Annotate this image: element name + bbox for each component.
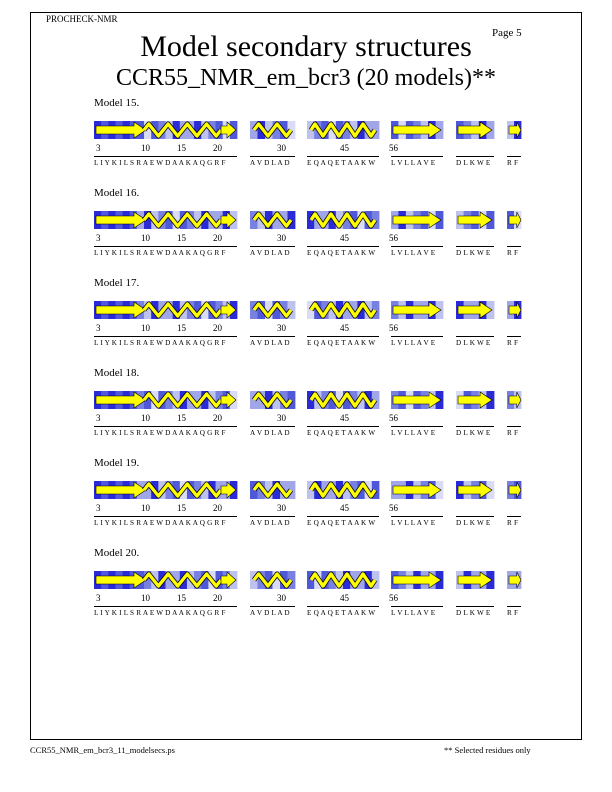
sequence-text: L V L L A V E bbox=[391, 519, 436, 527]
sequence-rule bbox=[94, 426, 237, 427]
residue-number: 20 bbox=[213, 143, 222, 153]
residue-number: 45 bbox=[340, 503, 349, 513]
sequence-text: A V D L A D bbox=[250, 519, 290, 527]
model-label: Model 19. bbox=[94, 457, 140, 469]
footer-filename: CCR55_NMR_em_bcr3_11_modelsecs.ps bbox=[30, 745, 175, 755]
sequence-rule bbox=[391, 246, 443, 247]
sequence-rule bbox=[307, 426, 379, 427]
residue-number: 3 bbox=[96, 323, 101, 333]
residue-number: 56 bbox=[389, 143, 398, 153]
residue-number: 30 bbox=[277, 593, 286, 603]
sequence-rule bbox=[307, 156, 379, 157]
residue-number: 56 bbox=[389, 323, 398, 333]
sequence-text: E Q A Q E T A A K W bbox=[307, 339, 376, 347]
page-number: Page 5 bbox=[492, 27, 522, 39]
residue-number: 20 bbox=[213, 593, 222, 603]
residue-number: 30 bbox=[277, 413, 286, 423]
residue-number: 56 bbox=[389, 503, 398, 513]
residue-number: 30 bbox=[277, 323, 286, 333]
sequence-text: D L K W E bbox=[456, 519, 491, 527]
residue-number: 45 bbox=[340, 593, 349, 603]
secondary-structure-strip bbox=[0, 389, 612, 413]
sequence-text: A V D L A D bbox=[250, 339, 290, 347]
sequence-rule bbox=[391, 336, 443, 337]
model-label: Model 18. bbox=[94, 367, 140, 379]
residue-number: 10 bbox=[141, 413, 150, 423]
residue-number: 3 bbox=[96, 233, 101, 243]
sequence-rule bbox=[456, 156, 494, 157]
residue-number: 56 bbox=[389, 593, 398, 603]
sequence-text: E Q A Q E T A A K W bbox=[307, 429, 376, 437]
secondary-structure-strip bbox=[0, 209, 612, 233]
program-name: PROCHECK-NMR bbox=[46, 14, 118, 24]
sequence-rule bbox=[94, 336, 237, 337]
sequence-rule bbox=[391, 426, 443, 427]
sequence-text: L V L L A V E bbox=[391, 159, 436, 167]
sequence-text: E Q A Q E T A A K W bbox=[307, 159, 376, 167]
residue-number: 56 bbox=[389, 413, 398, 423]
residue-number: 10 bbox=[141, 503, 150, 513]
sequence-rule bbox=[307, 516, 379, 517]
footer-note: ** Selected residues only bbox=[444, 745, 531, 755]
residue-number: 15 bbox=[177, 503, 186, 513]
residue-number: 20 bbox=[213, 413, 222, 423]
sequence-rule bbox=[307, 336, 379, 337]
model-block bbox=[0, 277, 612, 357]
residue-number: 10 bbox=[141, 233, 150, 243]
sequence-text: R F bbox=[507, 429, 519, 437]
sequence-text: E Q A Q E T A A K W bbox=[307, 609, 376, 617]
sequence-rule bbox=[391, 516, 443, 517]
residue-number: 3 bbox=[96, 503, 101, 513]
sequence-rule bbox=[391, 606, 443, 607]
sequence-text: L I Y K I L S R A E W D A A K A Q G R F bbox=[94, 339, 226, 347]
sequence-rule bbox=[94, 516, 237, 517]
sequence-rule bbox=[456, 426, 494, 427]
sequence-text: D L K W E bbox=[456, 609, 491, 617]
residue-number: 3 bbox=[96, 593, 101, 603]
residue-number: 15 bbox=[177, 233, 186, 243]
sequence-rule bbox=[391, 156, 443, 157]
sequence-rule bbox=[456, 246, 494, 247]
sequence-text: D L K W E bbox=[456, 249, 491, 257]
residue-number: 15 bbox=[177, 413, 186, 423]
sequence-text: L I Y K I L S R A E W D A A K A Q G R F bbox=[94, 159, 226, 167]
sequence-text: A V D L A D bbox=[250, 159, 290, 167]
residue-number: 30 bbox=[277, 143, 286, 153]
sequence-text: L V L L A V E bbox=[391, 249, 436, 257]
secondary-structure-strip bbox=[0, 299, 612, 323]
sequence-rule bbox=[507, 336, 521, 337]
sequence-rule bbox=[94, 156, 237, 157]
page-title: Model secondary structures bbox=[140, 30, 472, 63]
sequence-rule bbox=[250, 606, 295, 607]
sequence-text: R F bbox=[507, 159, 519, 167]
sequence-text: R F bbox=[507, 609, 519, 617]
sequence-rule bbox=[250, 426, 295, 427]
sequence-text: L I Y K I L S R A E W D A A K A Q G R F bbox=[94, 519, 226, 527]
residue-number: 15 bbox=[177, 323, 186, 333]
sequence-text: E Q A Q E T A A K W bbox=[307, 249, 376, 257]
sequence-text: A V D L A D bbox=[250, 249, 290, 257]
residue-number: 20 bbox=[213, 233, 222, 243]
sequence-text: L V L L A V E bbox=[391, 609, 436, 617]
model-label: Model 15. bbox=[94, 97, 140, 109]
model-label: Model 17. bbox=[94, 277, 140, 289]
residue-number: 15 bbox=[177, 143, 186, 153]
sequence-rule bbox=[507, 516, 521, 517]
model-label: Model 16. bbox=[94, 187, 140, 199]
sequence-rule bbox=[456, 336, 494, 337]
model-block bbox=[0, 457, 612, 537]
model-block bbox=[0, 187, 612, 267]
residue-number: 30 bbox=[277, 233, 286, 243]
sequence-text: D L K W E bbox=[456, 159, 491, 167]
sequence-rule bbox=[456, 516, 494, 517]
sequence-text: A V D L A D bbox=[250, 429, 290, 437]
model-block bbox=[0, 547, 612, 627]
sequence-rule bbox=[307, 606, 379, 607]
sequence-rule bbox=[507, 606, 521, 607]
residue-number: 45 bbox=[340, 143, 349, 153]
residue-number: 10 bbox=[141, 323, 150, 333]
sequence-text: L V L L A V E bbox=[391, 339, 436, 347]
sequence-rule bbox=[250, 156, 295, 157]
residue-number: 45 bbox=[340, 233, 349, 243]
sequence-text: D L K W E bbox=[456, 429, 491, 437]
sequence-rule bbox=[456, 606, 494, 607]
sequence-text: R F bbox=[507, 249, 519, 257]
page-subtitle: CCR55_NMR_em_bcr3 (20 models)** bbox=[116, 65, 496, 91]
model-block bbox=[0, 367, 612, 447]
residue-number: 56 bbox=[389, 233, 398, 243]
sequence-text: E Q A Q E T A A K W bbox=[307, 519, 376, 527]
sequence-rule bbox=[507, 246, 521, 247]
sequence-text: A V D L A D bbox=[250, 609, 290, 617]
sequence-text: L I Y K I L S R A E W D A A K A Q G R F bbox=[94, 429, 226, 437]
sequence-rule bbox=[507, 156, 521, 157]
sequence-rule bbox=[94, 246, 237, 247]
residue-number: 10 bbox=[141, 593, 150, 603]
sequence-text: R F bbox=[507, 339, 519, 347]
sequence-text: L I Y K I L S R A E W D A A K A Q G R F bbox=[94, 609, 226, 617]
residue-number: 10 bbox=[141, 143, 150, 153]
sequence-rule bbox=[250, 336, 295, 337]
residue-number: 15 bbox=[177, 593, 186, 603]
residue-number: 3 bbox=[96, 143, 101, 153]
secondary-structure-strip bbox=[0, 479, 612, 503]
sequence-rule bbox=[94, 606, 237, 607]
residue-number: 30 bbox=[277, 503, 286, 513]
residue-number: 45 bbox=[340, 323, 349, 333]
sequence-text: L V L L A V E bbox=[391, 429, 436, 437]
sequence-rule bbox=[507, 426, 521, 427]
sequence-text: D L K W E bbox=[456, 339, 491, 347]
residue-number: 45 bbox=[340, 413, 349, 423]
model-block bbox=[0, 97, 612, 177]
residue-number: 3 bbox=[96, 413, 101, 423]
secondary-structure-strip bbox=[0, 569, 612, 593]
sequence-text: L I Y K I L S R A E W D A A K A Q G R F bbox=[94, 249, 226, 257]
residue-number: 20 bbox=[213, 323, 222, 333]
sequence-rule bbox=[250, 516, 295, 517]
residue-number: 20 bbox=[213, 503, 222, 513]
model-label: Model 20. bbox=[94, 547, 140, 559]
sequence-text: R F bbox=[507, 519, 519, 527]
sequence-rule bbox=[307, 246, 379, 247]
sequence-rule bbox=[250, 246, 295, 247]
secondary-structure-strip bbox=[0, 119, 612, 143]
